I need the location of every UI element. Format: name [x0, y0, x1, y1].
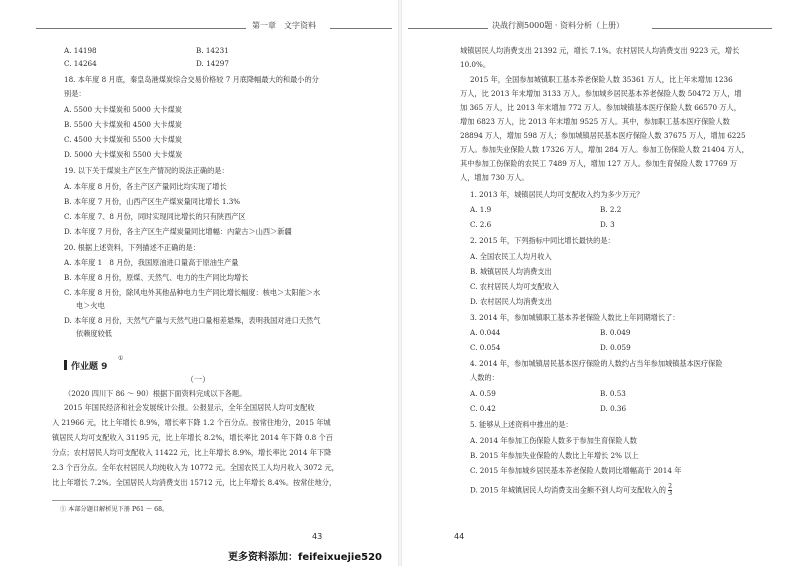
- q5-option-b: B. 2015 年参加失业保险的人数比上年增长 2% 以上: [470, 451, 639, 460]
- q3-option-a: A. 0.044: [470, 328, 501, 337]
- paragraph-line: 人，增加 730 万人。: [460, 173, 529, 182]
- paragraph-line: 万人。参加失业保险人数 17326 万人，增加 284 万人。参加工伤保险人数 21404 万人，: [460, 145, 749, 154]
- q5-stem: 5. 能够从上述资料中推出的是：: [470, 420, 573, 429]
- paragraph-line: 其中参加工伤保险的农民工 7489 万人，增加 127 万人。参加生育保险人数 17769 万: [460, 159, 738, 168]
- q18-stem: 18. 本年度 8 月底，秦皇岛港煤炭综合交易价格较 7 月底降幅最大的和最小的分: [64, 75, 319, 84]
- q19-option-a: A. 本年度 8 月份，各主产区产量同比均实现了增长: [64, 182, 227, 191]
- q2-option-a: A. 全国农民工人均月收入: [470, 252, 552, 261]
- q18-option-d: D. 5000 大卡煤炭和 5500 大卡煤炭: [64, 150, 183, 159]
- header-rule-left: [36, 28, 246, 29]
- book-header: 决战行测5000题 · 资料分析（上册）: [492, 21, 624, 30]
- q20-option-d: D. 本年度 8 月份，天然气产量与天然气进口量相差悬殊，表明我国对进口天然气: [64, 316, 321, 325]
- paragraph-line: 2015 年国民经济和社会发展统计公报。公报显示，全年全国居民人均可支配收: [64, 403, 315, 412]
- paragraph-line: 入 21966 元，比上年增长 8.9%，增长率下降 1.2 个百分点。按常住地分，2015 年城: [52, 418, 331, 427]
- paragraph-line: 分点；农村居民人均可支配收入 11422 元，比上年增长 8.9%，增长率比 2014 年下降: [52, 448, 332, 457]
- q3-stem: 3. 2014 年，参加城镇职工基本养老保险人数比上年同期增长了：: [470, 313, 680, 322]
- header-rule-right-start: [408, 28, 488, 29]
- q17-option-c: C. 14264: [64, 59, 97, 68]
- paragraph-line: 28894 万人，增加 598 万人；参加城镇居民基本医疗保险人数 37675 万人，增加 6225: [460, 131, 746, 140]
- q2-option-b: B. 城镇居民人均消费支出: [470, 267, 552, 276]
- q1-option-c: C. 2.6: [470, 220, 492, 229]
- paragraph-line: 10.0%。: [460, 60, 491, 69]
- paragraph-line: 镇居民人均可支配收入 31195 元，比上年增长 8.2%，增长率比 2014 年下降 0.8 个百: [52, 433, 333, 442]
- q2-option-d: D. 农村居民人均消费支出: [470, 297, 552, 306]
- header-rule-right: [652, 28, 772, 29]
- paragraph-line: 2015 年，全国参加城镇职工基本养老保险人数 35361 万人，比上年末增加 1236: [470, 75, 733, 84]
- q20-option-d-cont: 依赖度较低: [76, 329, 112, 338]
- paragraph-line: 增加 6823 万人，比 2013 年末增加 9525 万人。其中，参加职工基本医疗保险人数: [460, 117, 730, 126]
- q1-option-a: A. 1.9: [470, 205, 492, 214]
- q19-option-c: C. 本年度 7、8 月份，同时实现同比增长的只有陕西产区: [64, 212, 246, 221]
- page-number-left: 43: [312, 532, 323, 541]
- footnote-rule: [52, 500, 162, 501]
- q17-option-b: B. 14231: [196, 46, 229, 55]
- q20-option-c-cont: 电＞火电: [76, 301, 105, 310]
- q20-option-b: B. 本年度 8 月份，原煤、天然气、电力的生产同比均增长: [64, 273, 249, 282]
- q19-option-d: D. 本年度 7 月份，各主产区生产煤炭量同比增幅：内蒙古＞山西＞新疆: [64, 227, 292, 236]
- q17-option-d: D. 14297: [196, 59, 229, 68]
- q5-option-d-text: D. 2015 年城镇居民人均消费支出金额不到人均可支配收入的: [470, 485, 666, 495]
- promo-text: 更多资料添加：feifeixuejie520: [228, 552, 382, 563]
- right-page: [400, 0, 800, 566]
- q18-stem-cont: 别是：: [64, 89, 86, 98]
- q1-option-b: B. 2.2: [600, 205, 622, 214]
- q5-option-a: A. 2014 年参加工伤保险人数多于参加生育保险人数: [470, 436, 637, 445]
- header-rule-left-end: [330, 28, 392, 29]
- q19-option-b: B. 本年度 7 月份，山西产区生产煤炭量同比增长 1.3%: [64, 197, 241, 206]
- q4-option-d: D. 0.36: [600, 404, 627, 413]
- q20-option-c: C. 本年度 8 月份，除风电外其他品种电力生产同比增长幅度：核电＞太阳能＞水: [64, 288, 321, 297]
- fraction-numerator: 2: [668, 483, 673, 490]
- q20-stem: 20. 根据上述资料，下列描述不正确的是：: [64, 243, 200, 252]
- footnote: ① 本部分题目解析见下册 P61 ～ 68。: [60, 506, 169, 513]
- part-label: （一）: [186, 375, 210, 384]
- q2-stem: 2. 2015 年，下列指标中同比增长最快的是：: [470, 236, 615, 245]
- q18-option-c: C. 4500 大卡煤炭和 5500 大卡煤炭: [64, 135, 182, 144]
- paragraph-line: 2.3 个百分点。全年农村居民人均纯收入为 10772 元。全国农民工人均月收入 3072 元，: [52, 463, 339, 472]
- fraction-two-thirds: [668, 484, 672, 497]
- paragraph-line: 城镇居民人均消费支出 21392 元，增长 7.1%。农村居民人均消费支出 9223 元，增长: [460, 46, 740, 55]
- page-number-right: 44: [454, 532, 465, 541]
- q17-option-a: A. 14198: [64, 46, 97, 55]
- q4-option-b: B. 0.53: [600, 389, 626, 398]
- paragraph-line: 比上年增长 7.2%。全国居民人均消费支出 15712 元，比上年增长 8.4%。按常住地分，: [52, 478, 337, 487]
- data-intro: （2020 四川下 86 ～ 90）根据下面资料完成以下各题。: [64, 389, 247, 398]
- paragraph-line: 万人，比 2013 年末增加 3133 万人。参加城乡居民基本养老保险人数 50472 万人，增: [460, 89, 742, 98]
- chapter-header: 第一章 文字资料: [252, 21, 316, 30]
- paragraph-line: 加 365 万人，比 2013 年末增加 772 万人。参加城镇基本医疗保险人数 66570 万人，: [460, 103, 741, 112]
- q1-stem: 1. 2013 年，城镇居民人均可支配收入约为多少万元？: [470, 190, 644, 199]
- q3-option-d: D. 0.059: [600, 343, 631, 352]
- section-footnote-ref: ①: [118, 355, 124, 362]
- q4-option-a: A. 0.59: [470, 389, 496, 398]
- q20-option-a: A. 本年度 1 8 月份，我国原油进口量高于原油生产量: [64, 258, 239, 267]
- q18-option-b: B. 5500 大卡煤炭和 4500 大卡煤炭: [64, 120, 182, 129]
- q3-option-c: C. 0.054: [470, 343, 501, 352]
- fraction-denominator: 3: [668, 490, 673, 497]
- q2-option-c: C. 农村居民人均可支配收入: [470, 282, 559, 291]
- q4-stem-cont: 人数的：: [470, 373, 499, 382]
- q1-option-d: D. 3: [600, 220, 615, 229]
- q4-option-c: C. 0.42: [470, 404, 496, 413]
- section-title: 作业题 9: [71, 362, 108, 372]
- q4-stem: 4. 2014 年，参加城镇居民基本医疗保险的人数约占当年参加城镇基本医疗保险: [470, 359, 723, 368]
- q3-option-b: B. 0.049: [600, 328, 631, 337]
- q5-option-d: [470, 484, 672, 497]
- q5-option-c: C. 2015 年参加城乡居民基本养老保险人数同比增幅高于 2014 年: [470, 466, 682, 475]
- q18-option-a: A. 5500 大卡煤炭和 5000 大卡煤炭: [64, 105, 182, 114]
- q19-stem: 19. 以下关于煤炭主产区生产情况的说法正确的是：: [64, 166, 229, 175]
- section-marker-bar: [64, 360, 67, 370]
